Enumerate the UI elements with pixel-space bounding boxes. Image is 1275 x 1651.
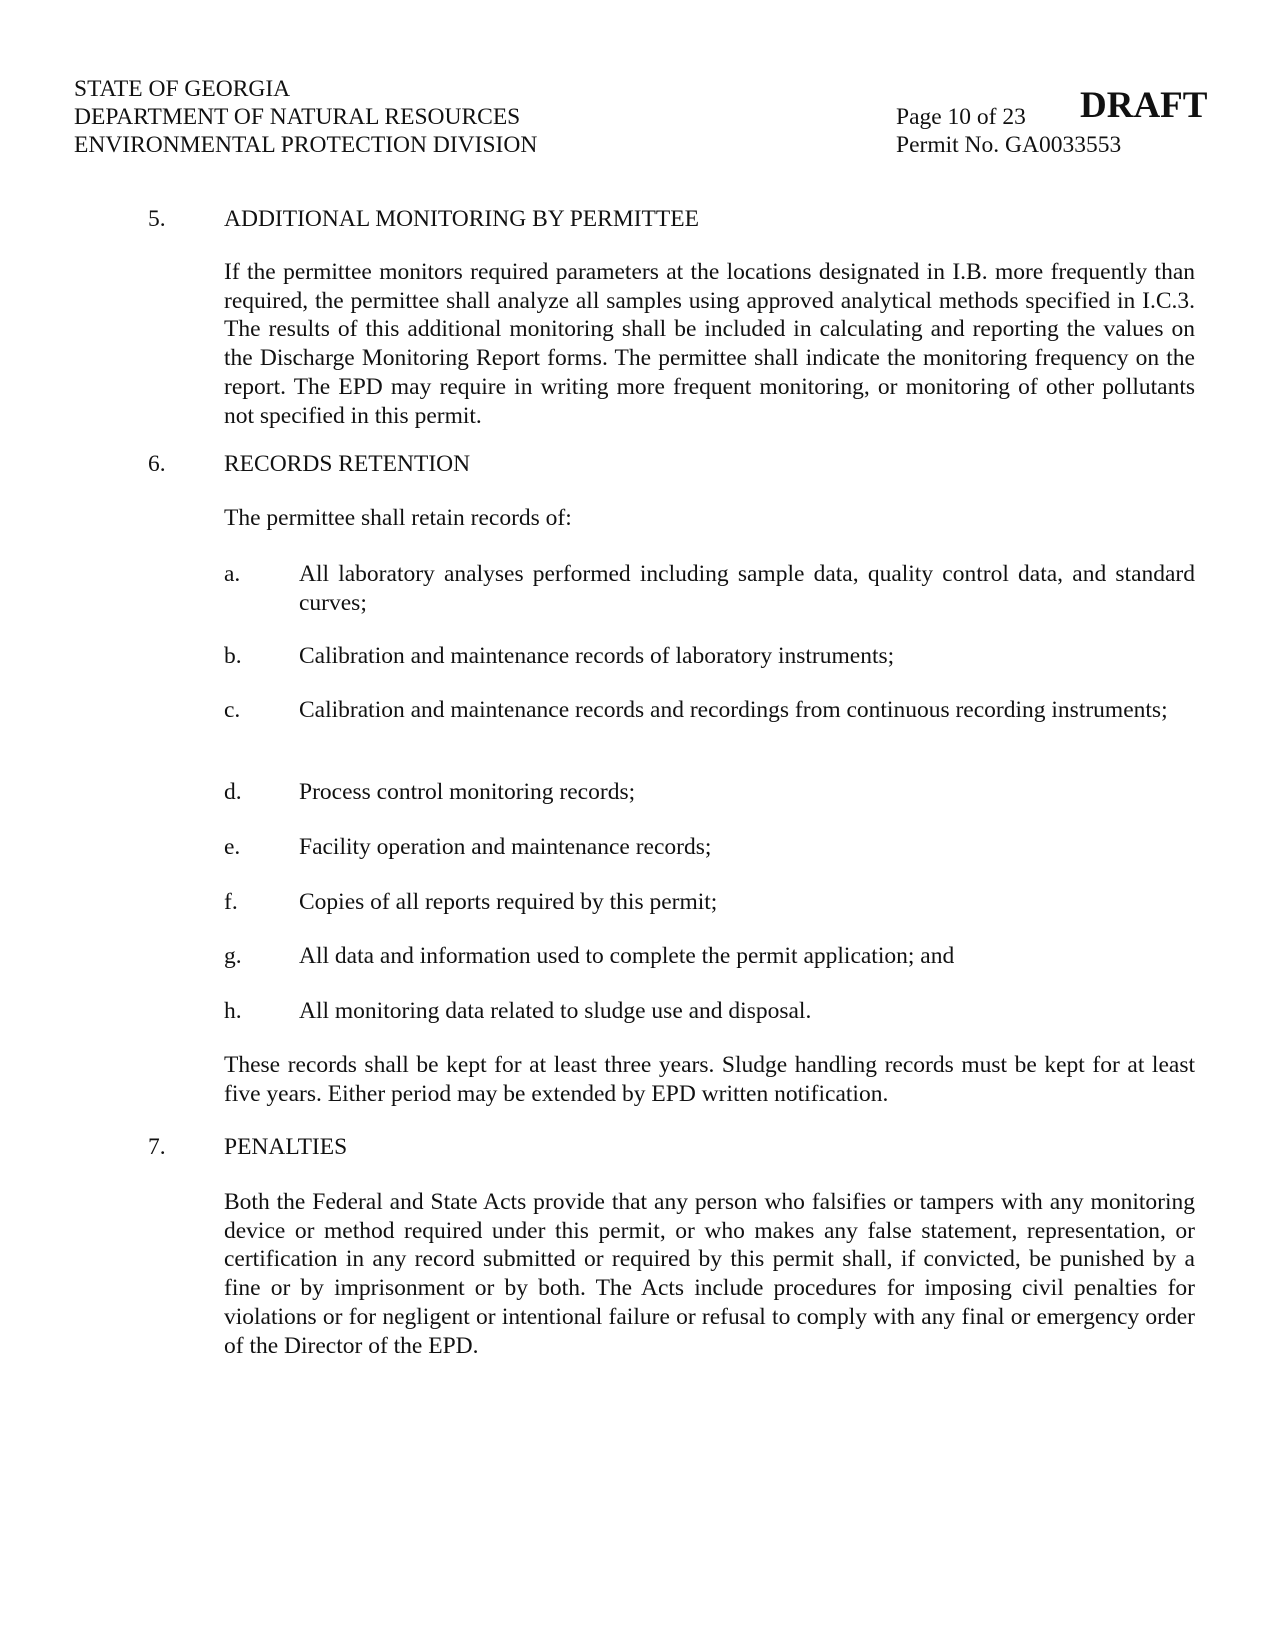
list-item-text: Process control monitoring records; <box>299 779 636 805</box>
list-item-text: All laboratory analyses performed including sample data, quality control data, and standard curves; <box>299 561 1195 616</box>
list-item-text: Calibration and maintenance records of laboratory instruments; <box>299 643 895 669</box>
agency-line-state: STATE OF GEORGIA <box>74 76 291 102</box>
list-item-letter: f. <box>224 889 238 915</box>
section-closing-6: These records shall be kept for at least three years. Sludge handling records must be kept for at least five years. Either period may be extended by EPD written notification. <box>224 1052 1195 1107</box>
section-number: 6. <box>148 451 166 477</box>
section-number: 7. <box>148 1134 166 1160</box>
list-item-text: Copies of all reports required by this permit; <box>299 889 718 915</box>
list-item-letter: b. <box>224 643 242 669</box>
list-item-text: Facility operation and maintenance records; <box>299 834 712 860</box>
section-title: PENALTIES <box>224 1134 348 1160</box>
list-item-letter: g. <box>224 943 242 969</box>
draft-stamp: DRAFT <box>1080 85 1208 126</box>
section-paragraph-7: Both the Federal and State Acts provide that any person who falsifies or tampers with any monitoring device or method required under this permit, or who makes any false statement, representation, or certification in any record submitted or required by this permit shall, if convicted, be punished by a fine or by imprisonment or by both. The Acts include procedures for imposing civil penalties for violations or for negligent or intentional failure or refusal to comply with any final or emergency order of the Director of the EPD. <box>224 1189 1195 1359</box>
list-item-letter: c. <box>224 697 241 723</box>
list-item-letter: d. <box>224 779 242 805</box>
section-intro-6: The permittee shall retain records of: <box>224 505 572 531</box>
section-paragraph-5: If the permittee monitors required parameters at the locations designated in I.B. more frequently than required, the permittee shall analyze all samples using approved analytical methods specified in I.C.3. The results of this additional monitoring shall be included in calculating and reporting the values on the Discharge Monitoring Report forms. The permittee shall indicate the monitoring frequency on the report. The EPD may require in writing more frequent monitoring, or monitoring of other pollutants not specified in this permit. <box>224 259 1195 429</box>
list-item-text: All monitoring data related to sludge use and disposal. <box>299 998 812 1024</box>
section-number: 5. <box>148 206 166 232</box>
agency-line-division: ENVIRONMENTAL PROTECTION DIVISION <box>74 132 538 158</box>
list-item-text: All data and information used to complete the permit application; and <box>299 943 955 969</box>
section-title: RECORDS RETENTION <box>224 451 471 477</box>
list-item-text: Calibration and maintenance records and recordings from continuous recording instruments; <box>299 697 1168 723</box>
list-item-letter: a. <box>224 561 241 587</box>
section-title: ADDITIONAL MONITORING BY PERMITTEE <box>224 206 699 232</box>
agency-line-department: DEPARTMENT OF NATURAL RESOURCES <box>74 104 521 130</box>
list-item-letter: e. <box>224 834 241 860</box>
page-number: Page 10 of 23 <box>896 104 1026 130</box>
list-item-letter: h. <box>224 998 242 1024</box>
agency-header <box>74 75 537 159</box>
permit-number: Permit No. GA0033553 <box>896 132 1122 158</box>
